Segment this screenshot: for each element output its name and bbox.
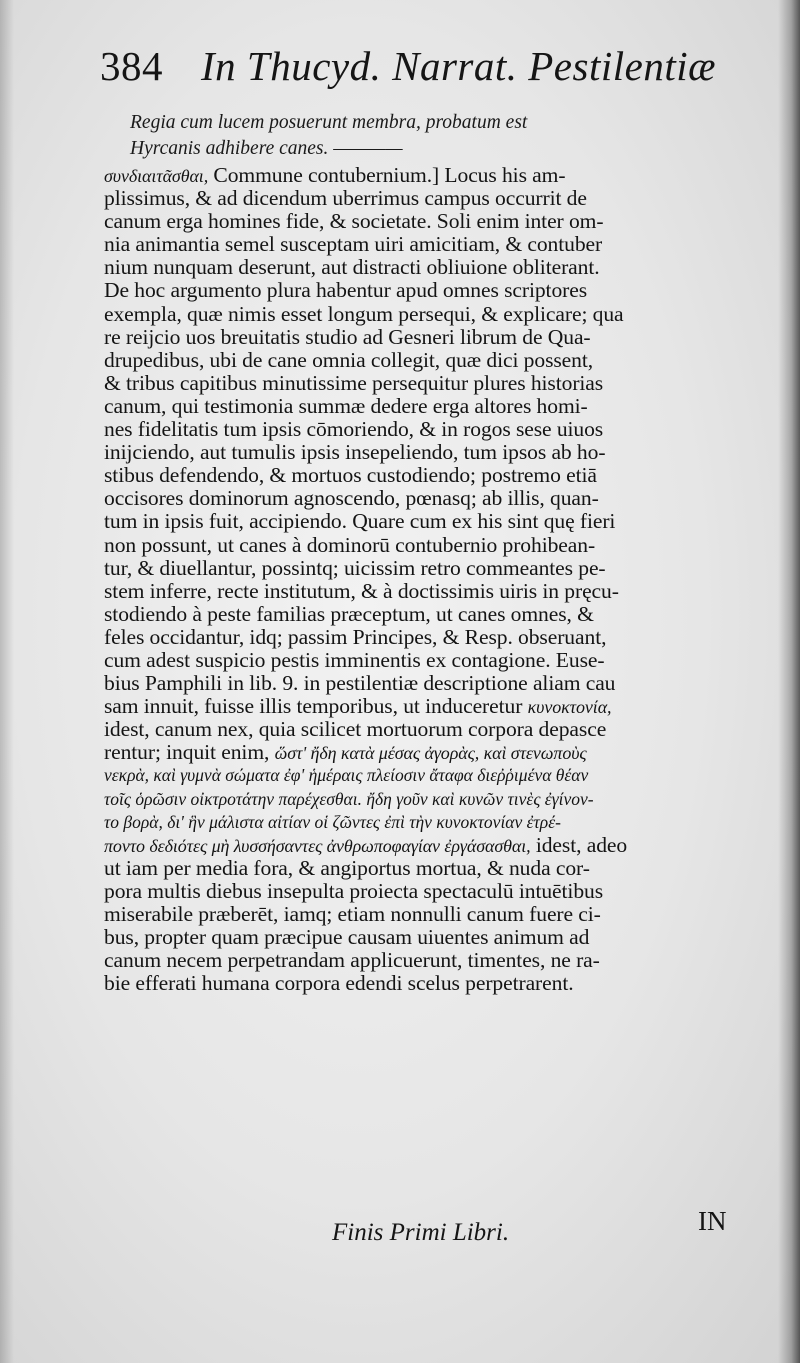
text-line — [104, 187, 764, 210]
greek-text: τοῖς ὁρῶσιν οἰκτροτάτην παρέχεσθαι. ἤδη γοῦν καὶ κυνῶν τινὲς ἐγίνον- — [104, 788, 594, 809]
latin-text: tur, & diuellantur, possintq; uicissim retro commeantes pe- — [104, 555, 606, 580]
latin-text: exempla, quæ nimis esset longum persequi, & explicare; qua — [104, 301, 624, 326]
text-line — [104, 788, 764, 811]
text-line — [104, 395, 764, 418]
greek-text: ποντο δεδιότες μὴ λυσσήσαντες ἀνθρωποφαγίαν ἐργάσασθαι, — [104, 835, 531, 856]
latin-text: Commune contubernium.] Locus his am- — [208, 163, 566, 187]
text-line — [104, 857, 764, 880]
latin-text: bie efferati humana corpora edendi scelus perpetrarent. — [104, 971, 574, 996]
latin-text: non possunt, ut canes à dominorū contubernio prohibean- — [104, 532, 596, 557]
latin-text: pora multis diebus insepulta proiecta spectaculū intuētibus — [104, 878, 604, 903]
greek-text: το βορὰ, δι' ἣν μάλιστα αἰτίαν οἱ ζῶντες ἐπὶ τὴν κυνοκτονίαν ἐτρέ- — [104, 811, 561, 832]
text-line — [104, 834, 764, 857]
latin-text: canum, qui testimonia summæ dedere erga altores homi- — [104, 393, 588, 418]
greek-text: συνδιαιτᾶσθαι, — [104, 166, 209, 186]
page-gutter-shadow — [0, 0, 14, 1363]
finis-primi-libri: Finis Primi Libri. — [332, 1219, 510, 1246]
text-line — [104, 441, 764, 464]
latin-text: nium nunquam deserunt, aut distracti obliuione obliterant. — [104, 255, 600, 280]
text-line — [104, 279, 764, 302]
text-line — [104, 903, 764, 926]
page-edge-shadow — [778, 0, 800, 1363]
text-line — [104, 210, 764, 233]
text-line — [104, 764, 764, 787]
text-line — [104, 418, 764, 441]
latin-text: stem inferre, recte institutum, & à doctissimis uiris in pręcu- — [104, 578, 619, 603]
greek-text: κυνοκτονία, — [527, 697, 612, 718]
latin-text: idest, canum nex, quia scilicet mortuorum corpora depasce — [104, 717, 607, 742]
text-line — [104, 718, 764, 741]
text-line — [104, 649, 764, 672]
latin-text: drupedibus, ubi de cane omnia collegit, quæ dici possent, — [104, 347, 594, 372]
text-line — [104, 580, 764, 603]
text-line — [104, 972, 764, 995]
latin-text: bius Pamphili in lib. 9. in pestilentiæ descriptione aliam cau — [104, 671, 616, 696]
latin-text: & tribus capitibus minutissime persequitur plures historias — [104, 370, 604, 395]
text-line — [104, 672, 764, 695]
text-line — [104, 926, 764, 949]
latin-text: ut iam per media fora, & angiportus mortua, & nuda cor- — [104, 855, 590, 880]
latin-text: plissimus, & ad dicendum uberrimus campus occurrit de — [104, 186, 587, 211]
latin-text: canum necem perpetrandam applicuerunt, timentes, ne ra- — [104, 948, 600, 973]
text-line — [104, 880, 764, 903]
latin-text: bus, propter quam præcipue causam uiuentes animum ad — [104, 925, 590, 950]
body-text — [104, 164, 764, 995]
text-line — [104, 811, 764, 834]
text-line — [104, 510, 764, 533]
latin-text: sam innuit, fuisse illis temporibus, ut induceretur — [104, 694, 528, 719]
text-line — [104, 534, 764, 557]
greek-text: νεκρὰ, καὶ γυμνὰ σώματα ἐφ' ἡμέραις πλείοσιν ἄταφα διεῤῥιμένα θέαν — [104, 765, 589, 786]
catchword: IN — [698, 1206, 727, 1236]
latin-text: occisores dominorum agnoscendo, pœnasq; ab illis, quan- — [104, 486, 599, 511]
latin-text: tum in ipsis fuit, accipiendo. Quare cum ex his sint quę fieri — [104, 509, 616, 534]
text-line — [104, 741, 764, 764]
text-line — [104, 949, 764, 972]
latin-text: rentur; inquit enim, — [104, 740, 275, 765]
latin-text: nes fidelitatis tum ipsis cōmoriendo, & in rogos sese uiuos — [104, 417, 604, 442]
greek-text: ὥστ' ἤδη κατὰ μέσας ἀγορὰς, καὶ στενωποὺς — [274, 743, 587, 764]
latin-text: stibus defendendo, & mortuos custodiendo; postremo etiā — [104, 463, 597, 488]
latin-text: re reijcio uos breuitatis studio ad Gesneri librum de Qua- — [104, 324, 591, 349]
text-line — [104, 233, 764, 256]
text-line — [104, 603, 764, 626]
text-line — [104, 256, 764, 279]
latin-text: feles occidantur, idq; passim Principes, & Resp. obseruant, — [104, 624, 607, 649]
latin-text: idest, adeo — [530, 832, 628, 857]
latin-text: De hoc argumento plura habentur apud omnes scriptores — [104, 278, 588, 303]
latin-text: cum adest suspicio pestis imminentis ex contagione. Euse- — [104, 647, 605, 672]
running-title: In Thucyd. Narrat. Pestilentiæ — [201, 43, 716, 89]
latin-text: inijciendo, aut tumulis ipsis insepeliendo, tum ipsos ab ho- — [104, 440, 606, 465]
text-line — [104, 164, 764, 187]
latin-text: nia animantia semel susceptam uiri amicitiam, & contuber — [104, 232, 603, 257]
text-line — [104, 557, 764, 580]
text-line — [104, 487, 764, 510]
text-line — [104, 326, 764, 349]
page-number: 384 — [100, 43, 163, 89]
running-header — [100, 42, 716, 98]
text-line — [104, 372, 764, 395]
verse-line-1: Regia cum lucem posuerunt membra, probatum est — [130, 112, 528, 133]
text-line — [104, 303, 764, 326]
latin-text: miserabile præberēt, iamq; etiam nonnulli canum fuere ci- — [104, 902, 601, 926]
text-line — [104, 349, 764, 372]
verse-line-2: Hyrcanis adhibere canes. ———— — [130, 138, 403, 159]
latin-text: canum erga homines fide, & societate. Soli enim inter om- — [104, 209, 604, 234]
latin-text: stodiendo à peste familias præceptum, ut canes omnes, & — [104, 601, 594, 626]
text-line — [104, 695, 764, 718]
text-line — [104, 626, 764, 649]
text-line — [104, 464, 764, 487]
